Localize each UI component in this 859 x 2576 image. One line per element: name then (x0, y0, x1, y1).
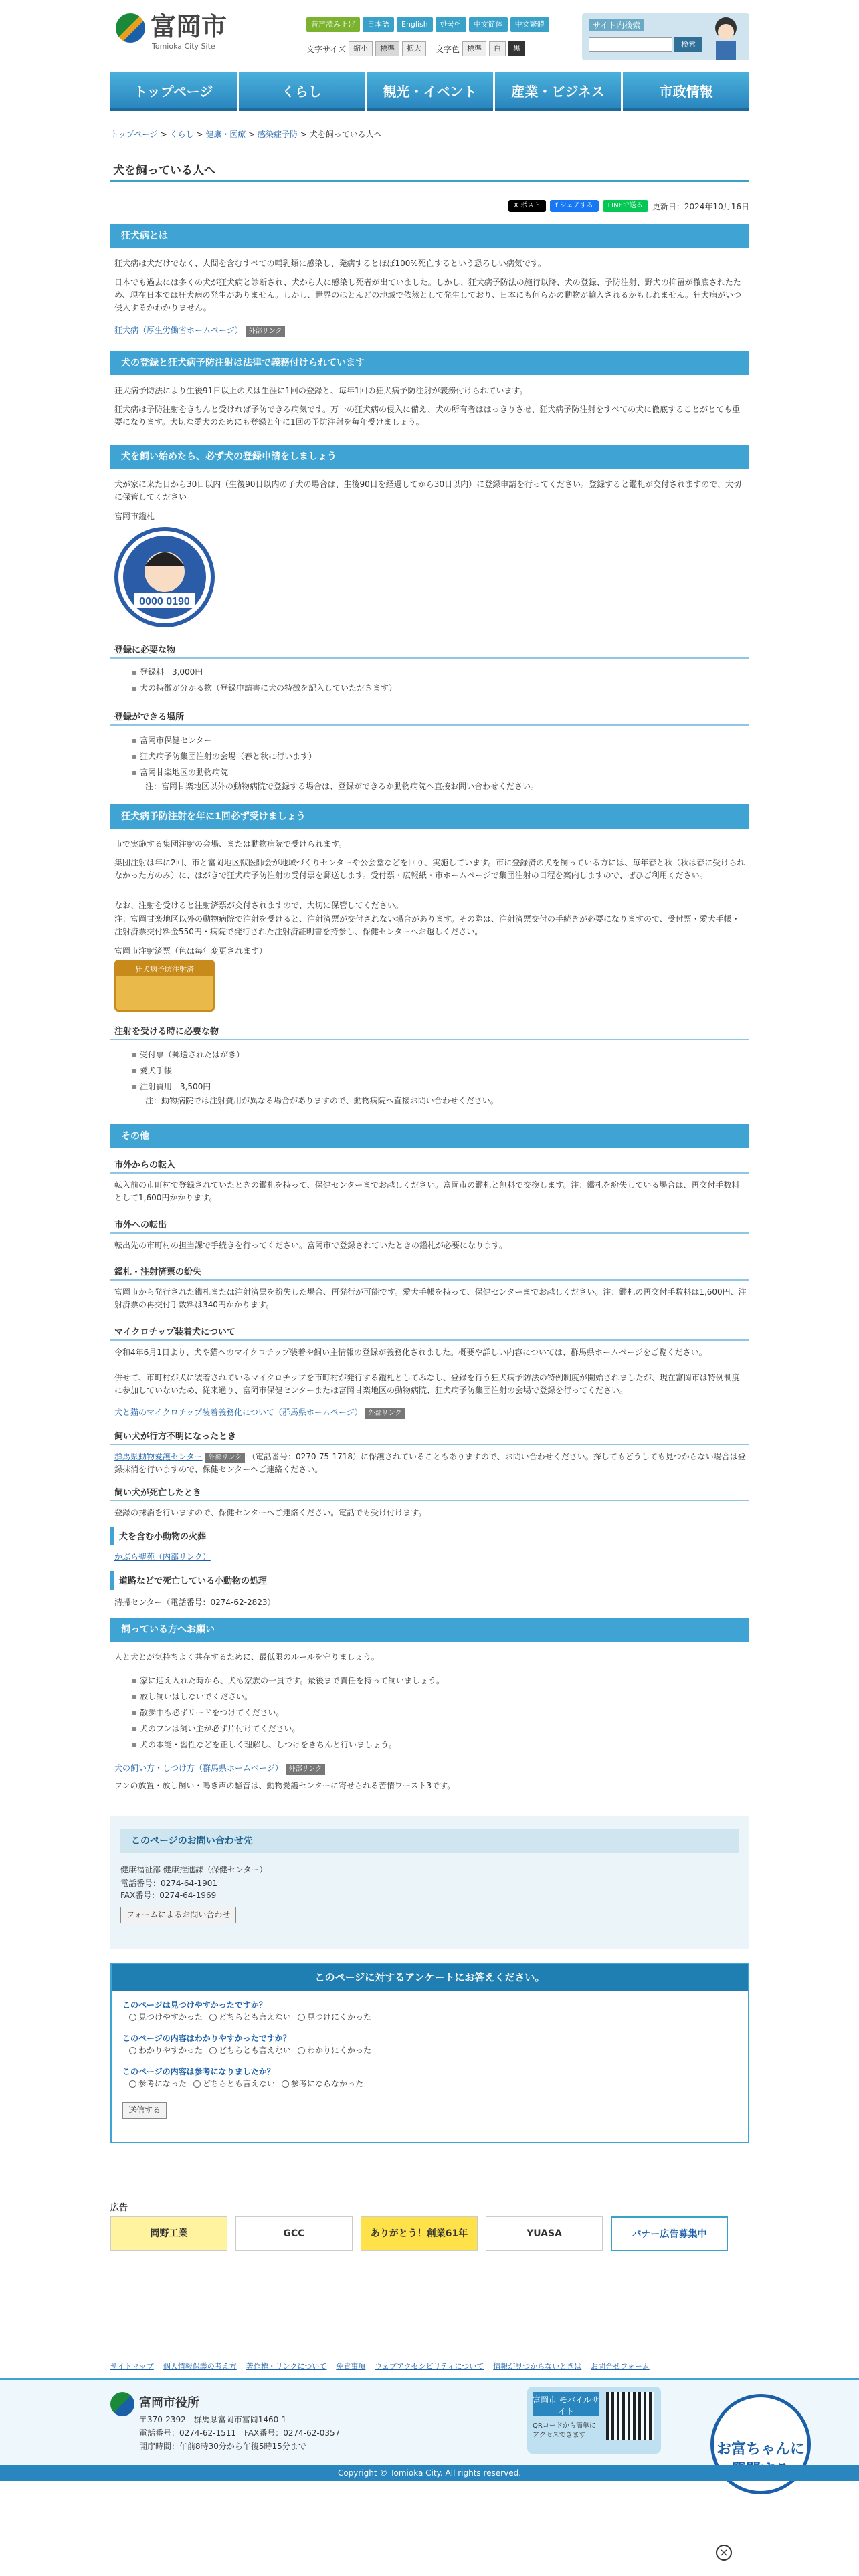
paragraph: 転入前の市町村で登録されていたときの鑑札を持って、保健センターまでお越しください。富岡市の鑑札と無料で交換します。注：鑑札を紛失している場合は、再交付手数料として1,600円かかります。 (114, 1180, 740, 1202)
paragraph: 併せて、市町村が犬に装着されているマイクロチップを市町村が発行する鑑札としてみなし、登録を行う狂犬病予防法の特例制度が開始されましたが、現在富岡市は特例制度に参加していないため、従来通り、富岡市保健センターまたは富岡甘楽地区の動物病院、狂犬病予防集団注射の会場で登録を行ってください。 (114, 1373, 740, 1395)
ads-label: 広告 (110, 2203, 128, 2213)
site-logo[interactable]: 富岡市 (151, 11, 227, 41)
language-bar (306, 17, 549, 32)
search-button[interactable]: 検索 (674, 37, 702, 52)
crematorium-link[interactable]: かぶら聖苑（内部リンク） (114, 1552, 211, 1562)
sub-heading: 飼い犬が死亡したとき (110, 1481, 749, 1501)
nav-city-info[interactable]: 市政情報 (623, 72, 749, 111)
footer-hours: 開庁時間：午前8時30分から午後5時15分まで (139, 2442, 306, 2451)
breadcrumb: トップページ > くらし > 健康・医療 > 感染症予防 > 犬を飼っている人へ (110, 130, 382, 139)
external-link-badge: 外部リンク (286, 1764, 326, 1775)
paragraph: 注：富岡甘楽地区以外の動物病院で注射を受けると、注射済票が交付されない場合があります。その際は、注射済票交付の手続きが必要になりますので、受付票・愛犬手帳・注射済票交付料金550円・病院で発行された注射済証明書を持参し、保健センターへお越しください。 (114, 914, 740, 936)
radio[interactable] (129, 2080, 136, 2088)
contact-box (110, 1816, 749, 1949)
share-bar (110, 199, 749, 213)
option[interactable]: わかりやすかった (138, 2046, 203, 2055)
qr-code-icon (606, 2392, 654, 2440)
injection-ticket-image (114, 960, 215, 1012)
header (110, 7, 749, 67)
section-heading: その他 (110, 1124, 749, 1148)
size-small-button[interactable]: 縮小 (349, 41, 373, 56)
color-normal-button[interactable]: 標準 (462, 41, 486, 56)
survey-submit-button[interactable]: 送信する (122, 2102, 167, 2119)
sub-heading: 注射を受ける時に必要な物 (110, 1020, 749, 1040)
footer-link[interactable]: お問合せフォーム (591, 2362, 650, 2371)
sub-heading: 市外への転出 (110, 1214, 749, 1234)
option[interactable]: どちらとも言えない (219, 2012, 292, 2022)
list-item: ▪ 愛犬手帳 (132, 1063, 734, 1079)
footer-address: 〒370-2392 群馬県富岡市富岡1460-1 (139, 2415, 287, 2424)
radio[interactable] (298, 2014, 305, 2021)
register-needs-list (132, 664, 734, 696)
paragraph: 狂犬病は犬だけでなく、人間を含むすべての哺乳類に感染し、発病するとほぼ100%死亡するという恐ろしい病気です。 (114, 259, 546, 268)
page-title: 犬を飼っている人へ (110, 155, 749, 182)
chat-label: お富ちゃんに (716, 2441, 805, 2458)
sub-heading: 飼い犬が行方不明になったとき (110, 1425, 749, 1445)
survey-q3: このページの内容は参考になりましたか？ (122, 2067, 275, 2076)
sub-heading: 市外からの転入 (110, 1154, 749, 1174)
mobile-site-box[interactable] (527, 2387, 661, 2454)
crumb-top[interactable]: トップページ (110, 130, 158, 139)
dog-care-link[interactable]: 犬の飼い方・しつけ方（群馬県ホームページ） (114, 1763, 283, 1773)
search-input[interactable] (589, 37, 672, 52)
footer-link[interactable]: 情報が見つからないときは (493, 2362, 582, 2371)
global-nav (110, 72, 749, 111)
section-heading: 犬の登録と狂犬病予防注射は法律で義務付けられています (110, 351, 749, 375)
option[interactable]: 見つけやすかった (138, 2012, 203, 2022)
tag-label: 富岡市鑑札 (114, 512, 155, 521)
crumb-health[interactable]: 健康・医療 (205, 130, 246, 139)
contact-tel: 電話番号：0274-64-1901 (120, 1879, 218, 1888)
text-size-label: 文字サイズ (306, 44, 347, 54)
list-item: ▪ 散歩中も必ずリードをつけてください。 (132, 1705, 734, 1721)
paragraph: 集団注射は年に2回、市と富岡地区獣医師会が地域づくりセンターや公会堂などを回り、実施しています。市に登録済の犬を飼っている方には、毎年春と秋（秋は春に受けられなかった方のみ）に、はがきで狂犬病予防注射の受付票を郵送します。受付票・広報紙・市ホームページで集団注射の日程を案内しますので、ぜひご利用ください。 (114, 858, 745, 880)
section-heading: 飼っている方へお願い (110, 1618, 749, 1642)
display-controls (306, 41, 525, 56)
footer-link[interactable]: 著作権・リンクについて (246, 2362, 327, 2371)
paragraph: 令和4年6月1日より、犬や猫へのマイクロチップ装着や飼い主情報の登録が義務化されました。概要や詳しい内容については、群馬県ホームページをご覧ください。 (114, 1348, 707, 1357)
external-link-badge: 外部リンク (365, 1408, 405, 1419)
footer-links (110, 2361, 749, 2371)
radio[interactable] (298, 2047, 305, 2054)
contact-heading: このページのお問い合わせ先 (120, 1829, 739, 1853)
lang-ja[interactable]: 日本語 (363, 17, 394, 32)
paragraph: 富岡市から発行された鑑札または注射済票を紛失した場合、再発行が可能です。愛犬手帳を持って、保健センターまでお越しください。注：鑑札の再交付手数料は1,600円、注射済票の再交付手数料は340円かかります。 (114, 1287, 747, 1309)
facebook-share-button[interactable]: f シェアする (550, 200, 599, 212)
list-item: ▪ 犬の特徴が分かる物（登録申請書に犬の特徴を記入していただきます） (132, 680, 734, 696)
lang-zh-tw[interactable]: 中文繁體 (510, 17, 549, 32)
footer-link[interactable]: 個人情報保護の考え方 (163, 2362, 237, 2371)
radio[interactable] (129, 2047, 136, 2054)
minor-heading: 道路などで死亡している小動物の処理 (110, 1571, 749, 1590)
color-black-button[interactable]: 黒 (508, 41, 525, 56)
sub-heading: 鑑札・注射済票の紛失 (110, 1261, 749, 1281)
search-title: サイト内検索 (589, 19, 644, 31)
option[interactable]: 見つけにくかった (307, 2012, 372, 2022)
tag-number: 0000 0190 (139, 596, 190, 607)
ad-banner[interactable]: ありがとう！創業61年 (361, 2216, 478, 2251)
ticket-label: 富岡市注射済票（色は毎年変更されます） (114, 946, 268, 956)
option[interactable]: どちらとも言えない (219, 2046, 292, 2055)
footer-logo-icon (110, 2392, 134, 2416)
paragraph: 登録の抹消を行いますので、保健センターへご連絡ください。電話でも受け付けます。 (114, 1508, 427, 1517)
paragraph: フンの放置・放し飼い・鳴き声の騒音は、動物愛護センターに寄せられる苦情ワースト3です。 (114, 1781, 456, 1790)
paragraph: 転出先の市町村の担当課で手続きを行ってください。富岡市で登録されていたときの鑑札が必要になります。 (114, 1241, 508, 1250)
list-item: ▪ 登録料 3,000円 (132, 664, 734, 680)
footer-link[interactable]: 免責事項 (336, 2362, 366, 2371)
animal-center-link[interactable]: 群馬県動物愛護センター (114, 1452, 203, 1461)
close-icon[interactable]: × (716, 2545, 732, 2561)
radio[interactable] (193, 2080, 201, 2088)
dog-tag-image (114, 525, 228, 629)
list-item: ▪ 富岡市保健センター (132, 732, 734, 748)
updated-date: 更新日：2024年10月16日 (652, 201, 749, 211)
list-item: ▪ 家に迎え入れた時から、犬も家族の一員です。最後まで責任を持って飼いましょう。 (132, 1673, 734, 1689)
paragraph: （電話番号：0270-75-1718）に保護されていることもありますので、お問い合わせください。探してもどうしても見つからない場合は登録抹消を行いますので、保健センターへご連絡ください。 (114, 1452, 746, 1474)
ticket-text: 狂犬病予防注射済 (116, 962, 213, 976)
footer-tel: 電話番号：0274-62-1511 FAX番号：0274-62-0357 (139, 2428, 341, 2438)
radio[interactable] (209, 2014, 217, 2021)
radio[interactable] (209, 2047, 217, 2054)
survey-title: このページに対するアンケートにお答えください。 (112, 1964, 748, 1991)
crumb-living[interactable]: くらし (169, 130, 194, 139)
ad-banner[interactable]: 岡野工業 (110, 2216, 227, 2251)
lang-ko[interactable]: 한국어 (436, 17, 466, 32)
list-item: ▪ 狂犬病予防集団注射の会場（春と秋に行います） (132, 748, 734, 764)
radio[interactable] (129, 2014, 136, 2021)
nav-tourism[interactable]: 観光・イベント (367, 72, 493, 111)
owner-rules-list (132, 1673, 734, 1753)
nav-business[interactable]: 産業・ビジネス (495, 72, 622, 111)
note: 注：富岡甘楽地区以外の動物病院で登録する場合は、登録ができるか動物病院へ直接お問い合わせください。 (145, 782, 539, 791)
site-logo-sub: Tomioka City Site (152, 42, 215, 51)
sub-heading: 登録ができる場所 (110, 706, 749, 726)
paragraph: 日本でも過去には多くの犬が狂犬病と診断され、犬から人に感染し死者が出ていました。しかし、狂犬病予防法の施行以降、犬の登録、予防注射、野犬の抑留が徹底されたため、現在日本では狂犬病の発生がありません。しかし、世界のほとんどの地域で依然として発生しており、日本にも何らかの動物が輸入されるかもしれません。狂犬病がいつ侵入するかわかりません。 (114, 278, 741, 312)
section-heading: 狂犬病予防注射を年に1回必ず受けましょう (110, 804, 749, 829)
list-item: ▪ 富岡甘楽地区の動物病院 (132, 764, 734, 780)
list-item: ▪ 犬の本能・習性などを正しく理解し、しつけをきちんと行いましょう。 (132, 1737, 734, 1753)
paragraph: なお、注射を受けると注射済票が交付されますので、大切に保管してください。 (114, 901, 403, 910)
section-heading: 犬を飼い始めたら、必ず犬の登録申請をしましょう (110, 445, 749, 469)
list-item: ▪ 注射費用 3,500円 (132, 1079, 734, 1095)
survey (110, 1963, 749, 2143)
contact-form-button[interactable]: フォームによるお問い合わせ (120, 1907, 236, 1923)
paragraph: 狂犬病は予防注射をきちんと受ければ予防できる病気です。万一の狂犬病の侵入に備え、犬の所有者ははっきりさせ、狂犬病予防注射をすべての犬に徹底することがとても重要になります。犬切な愛犬のためにも登録と年に1回の予防注射を毎年受けましょう。 (114, 405, 741, 427)
option[interactable]: 参考になった (138, 2079, 187, 2088)
external-link-badge: 外部リンク (205, 1453, 245, 1463)
color-white-button[interactable]: 白 (489, 41, 506, 56)
copyright: Copyright © Tomioka City. All rights reserved. (0, 2465, 859, 2481)
size-large-button[interactable]: 拡大 (402, 41, 426, 56)
read-aloud-button[interactable]: 音声読み上げ (306, 17, 360, 32)
section-heading: 狂犬病とは (110, 224, 749, 248)
site-search (582, 13, 749, 60)
list-item: ▪ 犬のフンは飼い主が必ず片付けてください。 (132, 1721, 734, 1737)
list-item: ▪ 放し飼いはしないでください。 (132, 1689, 734, 1705)
survey-q2: このページの内容はわかりやすかったですか？ (122, 2034, 291, 2043)
crumb-current: 犬を飼っている人へ (309, 130, 382, 139)
sub-heading: マイクロチップ装着犬について (110, 1321, 749, 1341)
footer-link[interactable]: ウェブアクセシビリティについて (375, 2362, 484, 2371)
ad-banner[interactable]: YUASA (486, 2216, 603, 2251)
option[interactable]: どちらとも言えない (203, 2079, 276, 2088)
line-share-button[interactable]: LINEで送る (603, 200, 648, 212)
size-normal-button[interactable]: 標準 (375, 41, 399, 56)
paragraph: 市で実施する集団注射の会場、または動物病院で受けられます。 (114, 839, 347, 849)
contact-dept: 健康福祉部 健康推進課（保健センター） (120, 1865, 268, 1874)
x-post-button[interactable]: X ポスト (508, 200, 546, 212)
radio[interactable] (282, 2080, 289, 2088)
footer-link[interactable]: サイトマップ (110, 2362, 154, 2371)
nav-top[interactable]: トップページ (110, 72, 237, 111)
paragraph: 人と犬とが気持ちよく共存するために、最低限のルールを守りましょう。 (114, 1652, 379, 1662)
footer-office: 富岡市役所 (139, 2396, 199, 2410)
option[interactable]: 参考にならなかった (291, 2079, 364, 2088)
ad-banners (110, 2216, 749, 2251)
rabies-link[interactable]: 狂犬病（厚生労働省ホームページ） (114, 326, 243, 335)
ad-banner[interactable]: バナー広告募集中 (611, 2216, 728, 2251)
minor-heading: 犬を含む小動物の火葬 (110, 1527, 749, 1545)
injection-needs-list (132, 1047, 734, 1095)
color-label: 文字色 (436, 44, 460, 54)
mobile-site-label: 富岡市 モバイルサイト (533, 2392, 599, 2416)
lang-en[interactable]: English (397, 17, 433, 32)
survey-q1: このページは見つけやすかったですか？ (122, 2000, 267, 2010)
paragraph: 犬が家に来た日から30日以内（生後90日以内の子犬の場合は、生後90日を経過してから30日以内）に登録申請を行ってください。登録すると鑑札が交付されますので、大切に保管してください (114, 479, 741, 502)
contact-fax: FAX番号：0274-64-1969 (120, 1891, 217, 1900)
register-places-list (132, 732, 734, 780)
sub-heading: 登録に必要な物 (110, 639, 749, 659)
city-logo-icon[interactable] (116, 13, 145, 43)
crumb-infection[interactable]: 感染症予防 (258, 130, 298, 139)
lang-zh-cn[interactable]: 中文简体 (469, 17, 508, 32)
mascot-icon (704, 13, 748, 60)
nav-living[interactable]: くらし (239, 72, 365, 111)
note: 注：動物病院では注射費用が異なる場合がありますので、動物病院へ直接お問い合わせください。 (145, 1096, 498, 1105)
list-item: ▪ 受付票（郵送されたはがき） (132, 1047, 734, 1063)
ad-banner[interactable]: GCC (235, 2216, 353, 2251)
microchip-link[interactable]: 犬と猫のマイクロチップ装着義務化について（群馬県ホームページ） (114, 1408, 363, 1417)
external-link-badge: 外部リンク (246, 326, 286, 337)
paragraph: 狂犬病予防法により生後91日以上の犬は生涯に1回の登録と、毎年1回の狂犬病予防注射が義務付けられています。 (114, 386, 528, 395)
option[interactable]: わかりにくかった (307, 2046, 372, 2055)
qr-note: QRコードから簡単にアクセスできます (533, 2422, 596, 2439)
paragraph: 清掃センター（電話番号：0274-62-2823） (114, 1598, 276, 1607)
